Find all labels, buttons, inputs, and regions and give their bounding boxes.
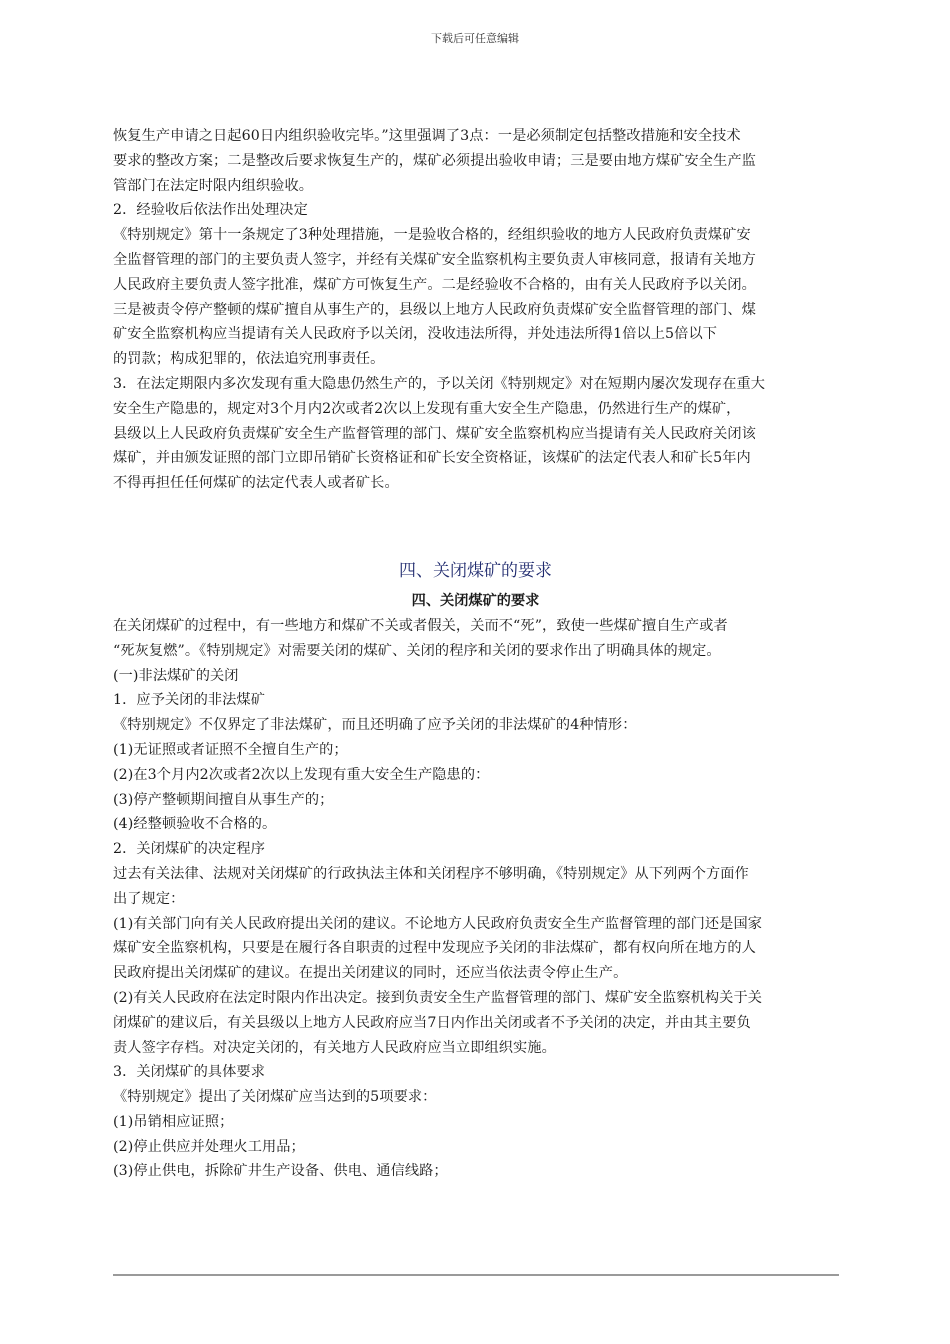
text-line: 人民政府主要负责人签字批准，煤矿方可恢复生产。二是经验收不合格的，由有关人民政府予以关闭。 xyxy=(113,276,756,293)
text-line: 闭煤矿的建议后，有关县级以上地方人民政府应当7日内作出关闭或者不予关闭的决定，并由其主要负 xyxy=(113,1014,751,1031)
text-line: 县级以上人民政府负责煤矿安全生产监督管理的部门、煤矿安全监察机构应当提请有关人民政府关闭该 xyxy=(113,425,756,442)
text-line: 不得再担任任何煤矿的法定代表人或者矿长。 xyxy=(113,475,399,492)
text-line: 《特别规定》不仅界定了非法煤矿，而且还明确了应予关闭的非法煤矿的4种情形： xyxy=(113,717,637,734)
section-gap xyxy=(113,496,838,558)
page-header: 下载后可任意编辑 xyxy=(431,32,519,45)
section-heading: 四、关闭煤矿的要求 xyxy=(399,560,552,581)
text-line: 恢复生产申请之日起60日内组织验收完毕。”这里强调了3点：一是必须制定包括整改措施和安全技术 xyxy=(113,128,741,144)
paragraph-block-2 xyxy=(113,614,838,1184)
text-line: 在关闭煤矿的过程中，有一些地方和煤矿不关或者假关，关而不“死”，致使一些煤矿擅自生产或者 xyxy=(113,617,728,634)
text-line: (2)有关人民政府在法定时限内作出决定。接到负责安全生产监督管理的部门、煤矿安全监察机构关于关 xyxy=(113,989,763,1006)
text-line: (3)停止供电，拆除矿井生产设备、供电、通信线路； xyxy=(113,1163,448,1180)
text-line: “死灰复燃”。《特别规定》对需要关闭的煤矿、关闭的程序和关闭的要求作出了明确具体的规定。 xyxy=(113,642,721,659)
text-line: 矿安全监察机构应当提请有关人民政府予以关闭，没收违法所得，并处违法所得1倍以上5倍以下 xyxy=(113,326,718,343)
text-line: (2)在3个月内2次或者2次以上发现有重大安全生产隐患的： xyxy=(113,766,490,783)
text-line: 煤矿安全监察机构，只要是在履行各自职责的过程中发现应予关闭的非法煤矿，都有权向所在地方的人 xyxy=(113,940,756,957)
text-line: (3)停产整顿期间擅自从事生产的； xyxy=(113,791,334,808)
text-line: 3．在法定期限内多次发现有重大隐患仍然生产的，予以关闭《特别规定》对在短期内屡次发现存在重大 xyxy=(113,375,766,392)
text-line: 的罚款；构成犯罪的，依法追究刑事责任。 xyxy=(113,351,385,368)
text-line: 出了规定： xyxy=(113,890,185,907)
text-line: 全监督管理的部门的主要负责人签字，并经有关煤矿安全监察机构主要负责人审核同意，报请有关地方 xyxy=(113,251,756,268)
text-line: 2．关闭煤矿的决定程序 xyxy=(113,841,266,858)
text-line: (1)吊销相应证照； xyxy=(113,1113,234,1130)
text-line: 三是被责令停产整顿的煤矿擅自从事生产的，县级以上地方人民政府负责煤矿安全监督管理的部门、煤 xyxy=(113,301,756,318)
text-line: (2)停止供应并处理火工用品； xyxy=(113,1138,305,1155)
text-line: 2．经验收后依法作出处理决定 xyxy=(113,202,308,219)
text-line: (一)非法煤矿的关闭 xyxy=(113,667,239,684)
document-body xyxy=(113,124,838,1184)
text-line: 责人签字存档。对决定关闭的，有关地方人民政府应当立即组织实施。 xyxy=(113,1039,556,1056)
text-line: 3．关闭煤矿的具体要求 xyxy=(113,1064,266,1081)
text-line: 要求的整改方案；二是整改后要求恢复生产的，煤矿必须提出验收申请；三是要由地方煤矿安全生产监 xyxy=(113,152,756,169)
text-line: 《特别规定》提出了关闭煤矿应当达到的5项要求： xyxy=(113,1089,437,1106)
text-line: (1)无证照或者证照不全擅自生产的； xyxy=(113,741,348,758)
text-line: 安全生产隐患的，规定对3个月内2次或者2次以上发现有重大安全生产隐患，仍然进行生产的煤矿， xyxy=(113,400,741,417)
paragraph-block-1 xyxy=(113,124,838,496)
text-line: 过去有关法律、法规对关闭煤矿的行政执法主体和关闭程序不够明确，《特别规定》从下列两个方面作 xyxy=(113,865,749,882)
footer-divider xyxy=(113,1274,839,1276)
text-line: 民政府提出关闭煤矿的建议。在提出关闭建议的同时，还应当依法责令停止生产。 xyxy=(113,965,628,982)
text-line: (1)有关部门向有关人民政府提出关闭的建议。不论地方人民政府负责安全生产监督管理的部门还是国家 xyxy=(113,915,763,932)
text-line: 《特别规定》第十一条规定了3种处理措施，一是验收合格的，经组织验收的地方人民政府负责煤矿安 xyxy=(113,227,751,244)
text-line: 煤矿，并由颁发证照的部门立即吊销矿长资格证和矿长安全资格证，该煤矿的法定代表人和矿长5年内 xyxy=(113,450,751,467)
text-line: 管部门在法定时限内组织验收。 xyxy=(113,177,314,194)
text-line: 1．应予关闭的非法煤矿 xyxy=(113,692,266,709)
section-subheading: 四、关闭煤矿的要求 xyxy=(411,592,540,609)
text-line: (4)经整顿验收不合格的。 xyxy=(113,816,277,833)
